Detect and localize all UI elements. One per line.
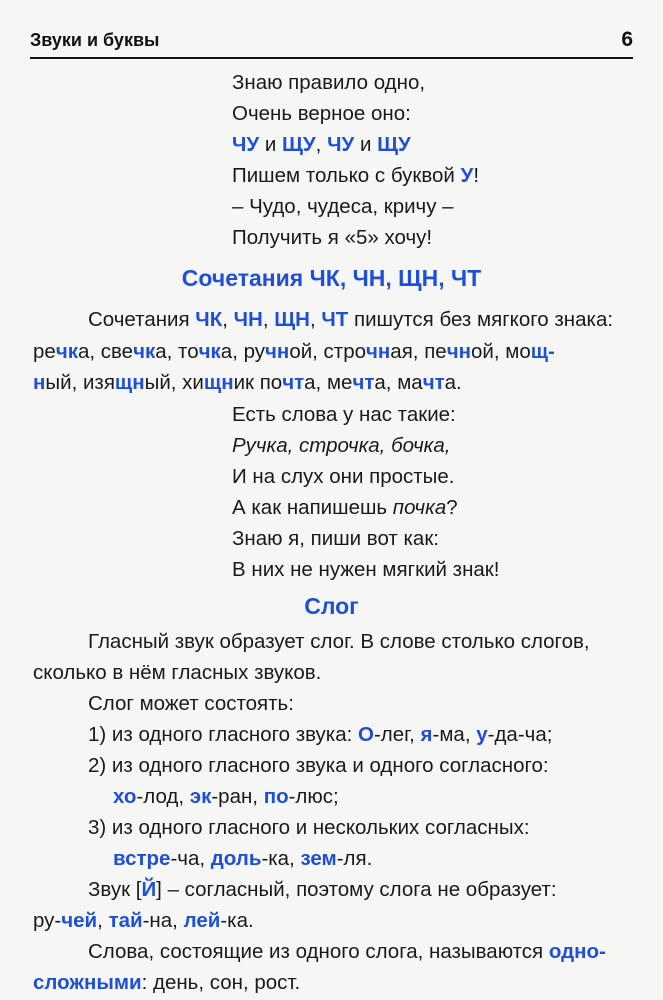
hyphen: -	[599, 940, 606, 963]
text: ой, стро	[289, 340, 366, 363]
text: Сочетания	[88, 308, 196, 331]
highlight: чт	[282, 371, 305, 394]
highlight: я	[420, 723, 433, 746]
text: -ма,	[432, 723, 477, 746]
text: ре	[33, 340, 56, 363]
highlight: щн	[114, 371, 145, 394]
highlight: Й	[141, 878, 157, 901]
hyphen: -	[548, 340, 555, 363]
monosyllabic-line2	[33, 969, 300, 996]
text: а, ру	[220, 340, 266, 363]
text: 1) из одного гласного звука:	[88, 723, 359, 746]
text: Слова, состоящие из одного слога, называются	[88, 940, 549, 963]
text: -ля.	[336, 847, 373, 870]
highlight: хо	[113, 785, 137, 808]
examples-line1	[33, 338, 555, 365]
syllable-para2: Слог может состоять:	[88, 692, 294, 715]
highlight: доль	[210, 847, 262, 870]
page-header	[30, 30, 633, 58]
text: ру-	[33, 909, 62, 932]
highlight: чн	[366, 340, 391, 363]
text: ,	[262, 308, 275, 331]
text: ?	[446, 496, 458, 519]
text: пишутся без мягкого знака:	[348, 308, 614, 331]
combinations-intro	[88, 306, 613, 333]
text: -лод,	[136, 785, 190, 808]
examples-line2	[33, 369, 462, 396]
text: и	[354, 133, 378, 156]
text: ,	[222, 308, 234, 331]
text: а, све	[77, 340, 134, 363]
text: : день, сон, рост.	[141, 971, 301, 994]
monosyllabic-line1	[88, 938, 606, 965]
highlight: ЧУ	[232, 133, 260, 156]
text: ,	[315, 133, 328, 156]
poem1-line3	[232, 131, 411, 158]
y-sound-line2	[33, 907, 254, 934]
list-item-1	[88, 721, 552, 748]
section-heading-syllable: Слог	[304, 593, 359, 619]
poem2-line1: Есть слова у нас такие:	[232, 403, 456, 426]
highlight: ЧТ	[321, 308, 349, 331]
text: -лег,	[373, 723, 421, 746]
text: а, ме	[304, 371, 353, 394]
highlight: щн	[203, 371, 234, 394]
text: ый, изя	[45, 371, 115, 394]
header-rule	[30, 57, 633, 59]
text: -люс;	[288, 785, 339, 808]
highlight: чт	[352, 371, 375, 394]
text: -ран,	[211, 785, 264, 808]
highlight: У	[460, 164, 474, 187]
highlight: тай	[108, 909, 143, 932]
italic-word: почка	[392, 496, 447, 519]
highlight: О	[358, 723, 374, 746]
text: ой, мо	[471, 340, 531, 363]
highlight: чн	[446, 340, 471, 363]
text: -на,	[142, 909, 184, 932]
poem2-line4	[232, 494, 458, 521]
highlight: ЧУ	[327, 133, 355, 156]
text: ] – согласный, поэтому слога не образует:	[156, 878, 557, 901]
text: ая, пе	[390, 340, 447, 363]
highlight: у	[476, 723, 488, 746]
syllable-para1-line2: сколько в нём гласных звуков.	[33, 661, 322, 684]
highlight: лей	[183, 909, 221, 932]
poem1-line2: Очень верное оно:	[232, 102, 411, 125]
text: и	[259, 133, 283, 156]
text: -ча,	[170, 847, 211, 870]
highlight: чк	[198, 340, 221, 363]
text: -ка,	[261, 847, 301, 870]
text: -да-ча;	[487, 723, 553, 746]
highlight: по	[263, 785, 289, 808]
poem2-line2: Ручка, строчка, бочка,	[232, 434, 451, 457]
poem2-line6: В них не нужен мягкий знак!	[232, 558, 500, 581]
text: ,	[309, 308, 322, 331]
text: а, то	[155, 340, 199, 363]
highlight: чк	[133, 340, 156, 363]
text: а.	[444, 371, 462, 394]
highlight: ЩУ	[377, 133, 411, 156]
text: ,	[97, 909, 109, 932]
highlight: ЧН	[233, 308, 263, 331]
highlight: чк	[55, 340, 78, 363]
text: -ка.	[220, 909, 254, 932]
highlight: встре	[113, 847, 171, 870]
highlight: одно	[548, 940, 600, 963]
list-item-3-line1: 3) из одного гласного и нескольких согласных:	[88, 816, 530, 839]
highlight: зем	[300, 847, 337, 870]
poem2-line5: Знаю я, пиши вот как:	[232, 527, 439, 550]
text: Пишем только с буквой	[232, 164, 461, 187]
highlight: ЩУ	[282, 133, 316, 156]
highlight: чн	[265, 340, 290, 363]
list-item-3-line2	[113, 845, 372, 872]
highlight: ЧК	[195, 308, 223, 331]
poem1-line5: – Чудо, чудеса, кричу –	[232, 195, 454, 218]
highlight: н	[33, 371, 46, 394]
highlight: эк	[189, 785, 212, 808]
highlight: щ	[530, 340, 549, 363]
highlight: чт	[422, 371, 445, 394]
text: А как напишешь	[232, 496, 393, 519]
poem1-line4	[232, 162, 479, 189]
text: ый, хи	[144, 371, 204, 394]
highlight: чей	[61, 909, 98, 932]
poem1-line6: Получить я «5» хочу!	[232, 226, 433, 249]
list-item-2-line1: 2) из одного гласного звука и одного согласного:	[88, 754, 549, 777]
highlight: сложными	[33, 971, 142, 994]
text: а, ма	[374, 371, 423, 394]
section-heading-combinations: Сочетания ЧК, ЧН, ЩН, ЧТ	[181, 265, 482, 291]
poem1-line1: Знаю правило одно,	[232, 71, 426, 94]
list-item-2-line2	[113, 783, 339, 810]
text: !	[473, 164, 480, 187]
highlight: ЩН	[274, 308, 310, 331]
chapter-title: Звуки и буквы	[30, 30, 160, 50]
page-number: 6	[621, 28, 633, 51]
y-sound-line1	[88, 876, 557, 903]
text: Звук [	[88, 878, 142, 901]
poem2-line3: И на слух они простые.	[232, 465, 455, 488]
text: ик по	[233, 371, 283, 394]
syllable-para1-line1: Гласный звук образует слог. В слове столько слогов,	[88, 630, 590, 653]
